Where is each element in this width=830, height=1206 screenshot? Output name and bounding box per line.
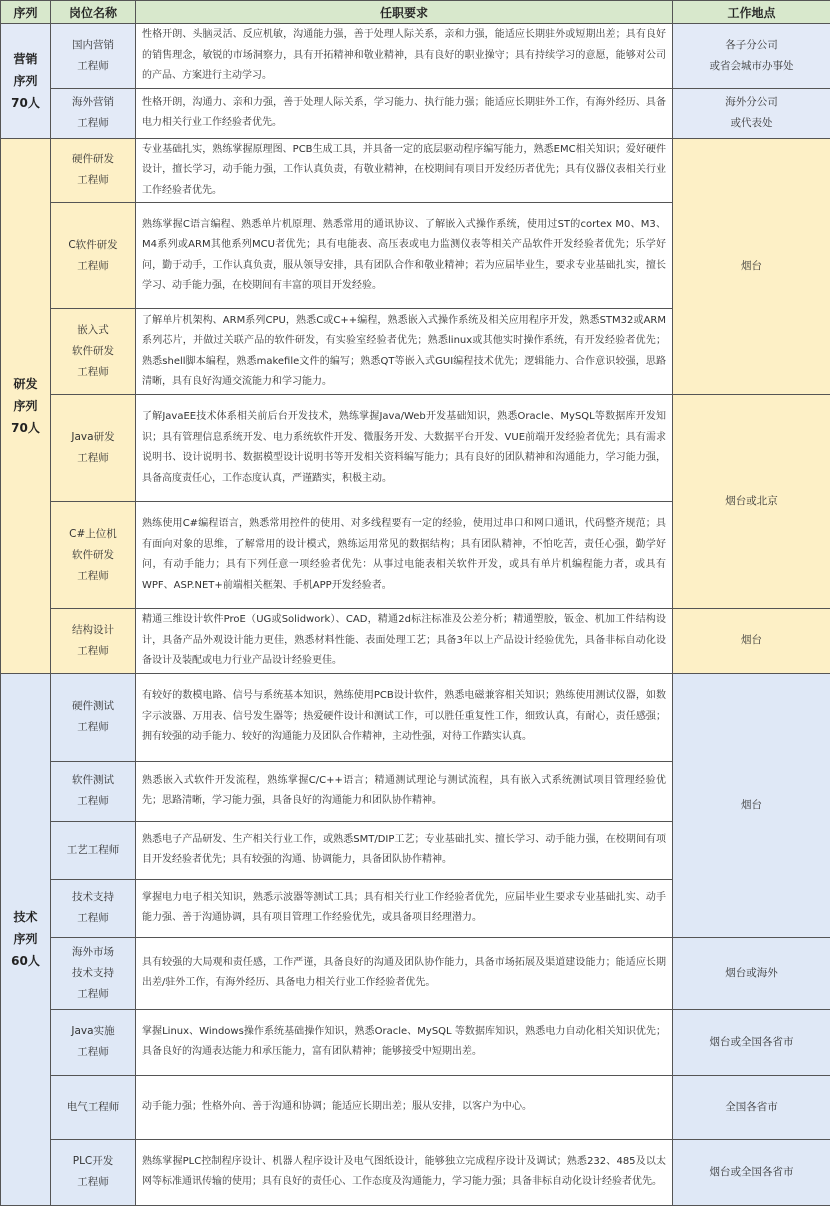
position-name: 海外营销 工程师	[51, 88, 136, 138]
location: 烟台或海外	[673, 937, 830, 1009]
section-tech: 技术 序列 60人	[1, 673, 51, 1205]
table-row	[1, 138, 830, 203]
location: 烟台	[673, 673, 830, 937]
location: 烟台	[673, 138, 830, 395]
table-row	[1, 395, 830, 502]
table-row	[1, 937, 830, 1009]
table-row	[1, 1139, 830, 1205]
requirement-text: 熟练使用C#编程语言，熟悉常用控件的使用、对多线程要有一定的经验，使用过串口和网口通讯，代码整齐规范；具有面向对象的思维，了解常用的设计模式，熟练运用常见的数据结构；具有团队精神，不怕吃苦，责任心强，勤学好问，有动手能力；具有下列任意一项经验者优先：从事过电能表相关软件开发，或具有单片机编程能力者，或具有WPF、ASP.NET+前端相关框架、手机APP开发经验者。	[136, 502, 673, 609]
requirement-text: 性格开朗、头脑灵活、反应机敏，沟通能力强，善于处理人际关系，亲和力强，能适应长期驻外或短期出差；具有良好的销售理念，敏锐的市场洞察力，具有开拓精神和敬业精神，具有良好的职业操守；具有持续学习的意愿，能够对公司的产品、方案进行主动学习。	[136, 24, 673, 89]
location: 烟台或全国各省市	[673, 1139, 830, 1205]
position-name: Java研发 工程师	[51, 395, 136, 502]
position-name: 技术支持 工程师	[51, 879, 136, 937]
position-name: C软件研发 工程师	[51, 203, 136, 309]
requirement-text: 熟练掌握C语言编程、熟悉单片机原理、熟悉常用的通讯协议、了解嵌入式操作系统，使用过ST的cortex M0、M3、M4系列或ARM其他系列MCU者优先；具有电能表、高压表或电力监测仪表等相关产品软件开发经验者优先；乐学好问，勤于动手，工作认真负责，服从领导安排，具有团队合作和敬业精神；若为应届毕业生，要求专业基础扎实，擅长学习、动手能力强，在校期间有丰富的项目开发经验。	[136, 203, 673, 309]
table-row	[1, 88, 830, 138]
requirement-text: 性格开朗，沟通力、亲和力强，善于处理人际关系，学习能力、执行能力强；能适应长期驻外工作，有海外经历、具备电力相关行业工作经验者优先。	[136, 88, 673, 138]
table-row	[1, 1009, 830, 1075]
requirement-text: 熟练掌握PLC控制程序设计、机器人程序设计及电气图纸设计，能够独立完成程序设计及调试；熟悉232、485及以太网等标准通讯传输的使用；具有良好的责任心、工作态度及沟通能力，学习能力强；具备非标自动化设计经验者优先。	[136, 1139, 673, 1205]
requirement-text: 动手能力强；性格外向、善于沟通和协调；能适应长期出差；服从安排，以客户为中心。	[136, 1075, 673, 1139]
table-row	[1, 673, 830, 761]
position-name: 硬件测试 工程师	[51, 673, 136, 761]
location: 各子分公司 或省会城市办事处	[673, 24, 830, 89]
section-rd: 研发 序列 70人	[1, 138, 51, 673]
header-seq: 序列	[1, 1, 51, 24]
table-row	[1, 24, 830, 89]
header-row	[1, 1, 830, 24]
location: 海外分公司 或代表处	[673, 88, 830, 138]
position-name: 硬件研发 工程师	[51, 138, 136, 203]
position-name: 海外市场 技术支持 工程师	[51, 937, 136, 1009]
table-row	[1, 609, 830, 674]
location: 烟台	[673, 609, 830, 674]
requirement-text: 熟悉嵌入式软件开发流程，熟练掌握C/C++语言；精通测试理论与测试流程，具有嵌入式系统测试项目管理经验优先；思路清晰，学习能力强，具备良好的沟通能力和团队协作精神。	[136, 761, 673, 821]
location: 烟台或全国各省市	[673, 1009, 830, 1075]
requirement-text: 专业基础扎实，熟练掌握原理图、PCB生成工具，并具备一定的底层驱动程序编写能力，熟悉EMC相关知识；爱好硬件设计，擅长学习，动手能力强，工作认真负责，有敬业精神，在校期间有项目开发经历者优先；具有仪器仪表相关行业工作经验者优先。	[136, 138, 673, 203]
position-name: 国内营销 工程师	[51, 24, 136, 89]
header-pos: 岗位名称	[51, 1, 136, 24]
location: 烟台或北京	[673, 395, 830, 609]
position-name: 工艺工程师	[51, 821, 136, 879]
position-name: Java实施 工程师	[51, 1009, 136, 1075]
position-name: C#上位机 软件研发 工程师	[51, 502, 136, 609]
position-name: 电气工程师	[51, 1075, 136, 1139]
requirement-text: 掌握Linux、Windows操作系统基础操作知识，熟悉Oracle、MySQL 等数据库知识，熟悉电力自动化相关知识优先；具备良好的沟通表达能力和承压能力，富有团队精神；能够接受中短期出差。	[136, 1009, 673, 1075]
header-req: 任职要求	[136, 1, 673, 24]
table-row	[1, 1075, 830, 1139]
requirement-text: 有较好的数模电路、信号与系统基本知识，熟练使用PCB设计软件，熟悉电磁兼容相关知识；熟练使用测试仪器，如数字示波器、万用表、信号发生器等；热爱硬件设计和测试工作，可以胜任重复性工作，细致认真，有耐心，责任感强；拥有较强的动手能力、较好的沟通能力及团队合作精神，主动性强，对待工作踏实认真。	[136, 673, 673, 761]
requirement-text: 精通三维设计软件ProE（UG或Solidwork）、CAD，精通2d标注标准及公差分析；精通塑胶，钣金、机加工件结构设计，具备产品外观设计能力更佳，熟悉材料性能、表面处理工艺；具备3年以上产品设计经验优先，具备非标自动化设备设计及装配或电力行业产品设计经验更佳。	[136, 609, 673, 674]
requirement-text: 了解JavaEE技术体系相关前后台开发技术，熟练掌握Java/Web开发基础知识，熟悉Oracle、MySQL等数据库开发知识；具有管理信息系统开发、电力系统软件开发、微服务开发、大数据平台开发、VUE前端开发经验者优先；具有需求说明书、设计说明书、数据模型设计说明书等开发相关资料编写能力；具有良好的团队精神和沟通能力，学习能力强，具备高度责任心，工作态度认真，严谨踏实，积极主动。	[136, 395, 673, 502]
position-name: 结构设计 工程师	[51, 609, 136, 674]
requirement-text: 了解单片机架构、ARM系列CPU，熟悉C或C++编程，熟悉嵌入式操作系统及相关应用程序开发，熟悉STM32或ARM系列芯片，并做过关联产品的软件研发，有实验室经验者优先；熟悉linux或其他实时操作系统，有开发经验者优先；熟悉shell脚本编程，熟悉makefile文件的编写；熟悉QT等嵌入式GUI编程技术优先；逻辑能力、合作意识较强，思路清晰，具有良好沟通交流能力和学习能力。	[136, 309, 673, 395]
position-name: 嵌入式 软件研发 工程师	[51, 309, 136, 395]
location: 全国各省市	[673, 1075, 830, 1139]
position-name: PLC开发 工程师	[51, 1139, 136, 1205]
requirement-text: 熟悉电子产品研发、生产相关行业工作，或熟悉SMT/DIP工艺；专业基础扎实、擅长学习、动手能力强，在校期间有项目开发经验者优先；具有较强的沟通、协调能力，具备团队协作精神。	[136, 821, 673, 879]
requirement-text: 掌握电力电子相关知识，熟悉示波器等测试工具；具有相关行业工作经验者优先，应届毕业生要求专业基础扎实、动手能力强、善于沟通协调，具有项目管理工作经验优先，或具备项目经理潜力。	[136, 879, 673, 937]
section-marketing: 营销 序列 70人	[1, 24, 51, 139]
header-loc: 工作地点	[673, 1, 830, 24]
position-name: 软件测试 工程师	[51, 761, 136, 821]
requirement-text: 具有较强的大局观和责任感，工作严谨，具备良好的沟通及团队协作能力，具备市场拓展及渠道建设能力；能适应长期出差/驻外工作，有海外经历、具备电力相关行业工作经验者优先。	[136, 937, 673, 1009]
